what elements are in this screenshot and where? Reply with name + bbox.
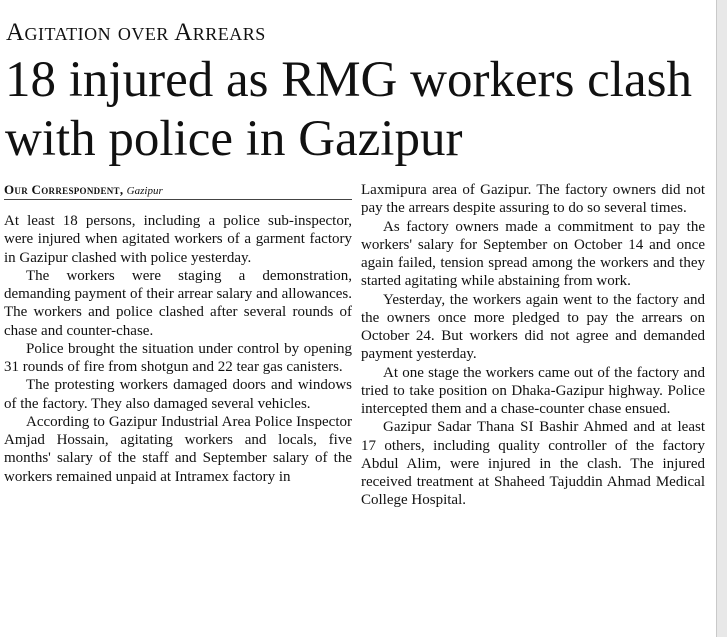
paragraph: At least 18 persons, including a police sub-inspector, were injured when agitated workers of a garment factory in Gazipur clashed with police yesterday. <box>4 213 352 266</box>
paragraph: Laxmipura area of Gazipur. The factory owners did not pay the arrears despite assuring to do so several times. <box>361 182 705 217</box>
article-column-1 <box>4 212 352 486</box>
article-column-2 <box>361 181 705 510</box>
paragraph: Yesterday, the workers again went to the factory and the owners once more pledged to pay the arrears on October 24. But workers did not agree and demanded payment yesterday. <box>361 291 705 363</box>
paragraph: Gazipur Sadar Thana SI Bashir Ahmed and at least 17 others, including quality controller of the factory Abdul Alim, were injured in the clash. The injured received treatment at Shaheed Tajuddin Ahmad Medical College Hospital. <box>361 419 705 509</box>
headline: 18 injured as RMG workers clash with police in Gazipur <box>5 52 692 167</box>
byline-location: Gazipur <box>126 185 163 197</box>
paragraph: The protesting workers damaged doors and windows of the factory. They also damaged several vehicles. <box>4 377 352 412</box>
paragraph: The workers were staging a demonstration, demanding payment of their arrear salary and allowances. The workers and police clashed after several rounds of chase and counter-chase. <box>4 267 352 339</box>
kicker <box>6 18 266 48</box>
paragraph: Police brought the situation under control by opening 31 rounds of fire from shotgun and 22 tear gas canisters. <box>4 340 352 375</box>
paragraph: As factory owners made a commitment to pay the workers' salary for September on October 14 and once again failed, tension spread among the workers and they started agitating while abstaining from work. <box>361 218 705 290</box>
paragraph: According to Gazipur Industrial Area Police Inspector Amjad Hossain, agitating workers and locals, five months' salary of the staff and September salary of the workers remained unpaid at Intramex factory in <box>4 413 352 485</box>
byline <box>4 181 352 200</box>
paragraph: At one stage the workers came out of the factory and tried to take position on Dhaka-Gazipur highway. Police intercepted them and a chase-counter chase ensued. <box>361 364 705 417</box>
kicker-text: Agitation over Arrears <box>6 19 266 46</box>
page-edge <box>716 0 727 637</box>
byline-divider <box>4 199 352 200</box>
byline-name: Our Correspondent, <box>4 182 124 197</box>
